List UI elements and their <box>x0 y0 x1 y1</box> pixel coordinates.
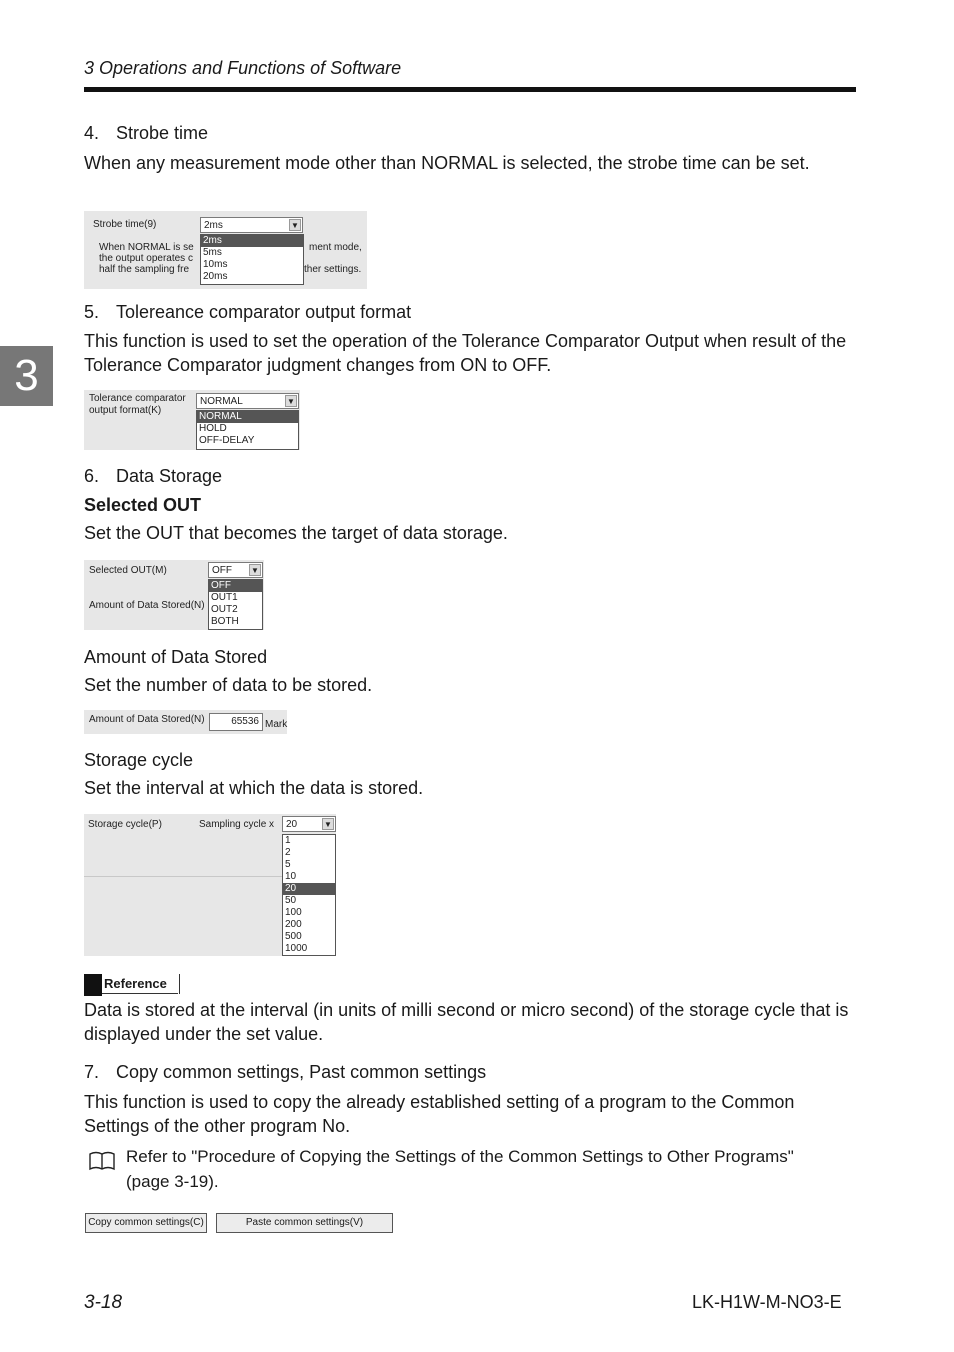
note-text: When NORMAL is se <box>99 242 194 253</box>
amount-heading: Amount of Data Stored <box>84 647 268 667</box>
storage-cycle-combo[interactable] <box>282 816 336 832</box>
sampling-cycle-label: Sampling cycle x <box>199 819 275 830</box>
tolerance-label: output format(K) <box>89 405 162 416</box>
combo-value: 2ms <box>204 220 223 231</box>
dropdown-option[interactable]: 100 <box>285 907 302 918</box>
dropdown-option[interactable]: 200 <box>285 919 302 930</box>
reference-badge <box>84 974 182 996</box>
dropdown-option[interactable]: HOLD <box>199 423 227 434</box>
section-title: Copy common settings, Past common settings <box>116 1062 487 1082</box>
selected-out-heading: Selected OUT <box>84 495 202 515</box>
section-number: 6. <box>84 466 100 486</box>
section-number: 7. <box>84 1062 100 1082</box>
chapter-tab: 3 <box>0 346 53 406</box>
storage-cycle-heading: Storage cycle <box>84 750 194 770</box>
reference-edge <box>179 974 180 994</box>
dropdown-option[interactable]: 500 <box>285 931 302 942</box>
document-code: LK-H1W-M-NO3-E <box>692 1292 842 1312</box>
selected-out-text: Set the OUT that becomes the target of data storage. <box>84 523 508 543</box>
section-title: Tolereance comparator output format <box>116 302 412 322</box>
selected-out-panel <box>84 560 264 630</box>
chevron-down-icon[interactable]: ▼ <box>249 564 261 576</box>
amount-label: Amount of Data Stored(N) <box>89 600 205 611</box>
section-number: 4. <box>84 123 100 143</box>
reference-text: Data is stored at the interval (in units of milli second or micro second) of the storage cycle that is displayed under the set value. <box>84 1000 849 1044</box>
amount-label: Amount of Data Stored(N) <box>89 714 205 725</box>
amount-text: Set the number of data to be stored. <box>84 675 373 695</box>
cross-reference <box>126 1144 856 1194</box>
note-text: half the sampling fre <box>99 264 190 275</box>
dropdown-option[interactable]: OFF <box>209 580 262 592</box>
storage-cycle-text: Set the interval at which the data is stored. <box>84 778 424 798</box>
header-rule <box>84 87 856 92</box>
combo-value: OFF <box>212 565 232 576</box>
cross-reference-line[interactable]: (page 3-19). <box>126 1172 219 1191</box>
section-7-text: This function is used to copy the already established setting of a program to the Common Settings of the other program No. <box>84 1092 795 1136</box>
combo-value: 20 <box>286 819 298 830</box>
note-text: ment mode, <box>309 242 362 253</box>
page-number: 3-18 <box>84 1292 123 1313</box>
dropdown-option[interactable]: 10ms <box>203 259 228 270</box>
tolerance-format-dropdown[interactable] <box>196 410 299 450</box>
strobe-time-panel <box>84 211 367 289</box>
dropdown-option[interactable]: OUT2 <box>211 604 238 615</box>
cross-reference-line: Refer to "Procedure of Copying the Settings of the Common Settings to Other Programs" <box>126 1147 794 1166</box>
tolerance-format-combo[interactable] <box>196 393 299 409</box>
chevron-down-icon[interactable]: ▼ <box>285 395 297 407</box>
section-title: Strobe time <box>116 123 209 143</box>
dropdown-option[interactable]: 2 <box>285 847 291 858</box>
selected-out-combo[interactable] <box>208 562 263 578</box>
chevron-down-icon[interactable]: ▼ <box>322 818 334 830</box>
dropdown-option[interactable]: OFF-DELAY <box>199 435 255 446</box>
selected-out-label: Selected OUT(M) <box>89 565 167 576</box>
storage-cycle-dropdown[interactable] <box>282 834 336 956</box>
tolerance-output-panel <box>84 390 300 450</box>
dropdown-option[interactable]: 2ms <box>201 235 303 247</box>
dropdown-option[interactable]: NORMAL <box>197 411 298 423</box>
amount-panel <box>84 710 287 734</box>
section-5-text: This function is used to set the operation of the Tolerance Comparator Output when result of the Tolerance Comparator judgment changes from ON to OFF. <box>84 331 847 375</box>
note-text: ther settings. <box>304 264 362 275</box>
reference-underline <box>102 993 178 994</box>
reference-label: Reference <box>104 976 167 991</box>
divider <box>84 876 282 877</box>
chevron-down-icon[interactable]: ▼ <box>289 219 301 231</box>
storage-cycle-panel <box>84 814 336 956</box>
section-number: 5. <box>84 302 100 322</box>
section-4-heading <box>84 123 208 144</box>
strobe-time-combo[interactable] <box>200 217 303 233</box>
dropdown-option[interactable]: OUT1 <box>211 592 238 603</box>
dropdown-option[interactable]: 20 <box>283 883 335 895</box>
tolerance-label: Tolerance comparator <box>89 393 186 404</box>
section-4-text: When any measurement mode other than NORMAL is selected, the strobe time can be set. <box>84 153 810 173</box>
paste-common-settings-button[interactable]: Paste common settings(V) <box>216 1213 393 1233</box>
section-title: Data Storage <box>116 466 223 486</box>
amount-input[interactable]: 65536 <box>209 713 263 731</box>
dropdown-option[interactable]: 1000 <box>285 943 308 954</box>
running-header: 3 Operations and Functions of Software <box>84 58 402 78</box>
dropdown-option[interactable]: 5 <box>285 859 291 870</box>
dropdown-option[interactable]: 5ms <box>203 247 222 258</box>
section-5-heading <box>84 302 411 323</box>
storage-cycle-label: Storage cycle(P) <box>88 819 162 830</box>
unit-label: Mark <box>265 719 288 730</box>
copy-common-settings-button[interactable]: Copy common settings(C) <box>85 1213 207 1233</box>
strobe-time-label: Strobe time(9) <box>93 219 157 230</box>
section-7-heading <box>84 1062 486 1083</box>
section-6-heading <box>84 466 222 487</box>
dropdown-option[interactable]: 20ms <box>203 271 228 282</box>
combo-value: NORMAL <box>200 396 243 407</box>
note-text: the output operates c <box>99 253 193 264</box>
dropdown-option[interactable]: 1 <box>285 835 291 846</box>
reference-marker <box>84 974 102 996</box>
dropdown-option[interactable]: 50 <box>285 895 297 906</box>
dropdown-option[interactable]: 10 <box>285 871 297 882</box>
strobe-time-dropdown[interactable] <box>200 234 304 285</box>
dropdown-option[interactable]: BOTH <box>211 616 239 627</box>
selected-out-dropdown[interactable] <box>208 579 263 630</box>
book-icon <box>88 1150 116 1172</box>
